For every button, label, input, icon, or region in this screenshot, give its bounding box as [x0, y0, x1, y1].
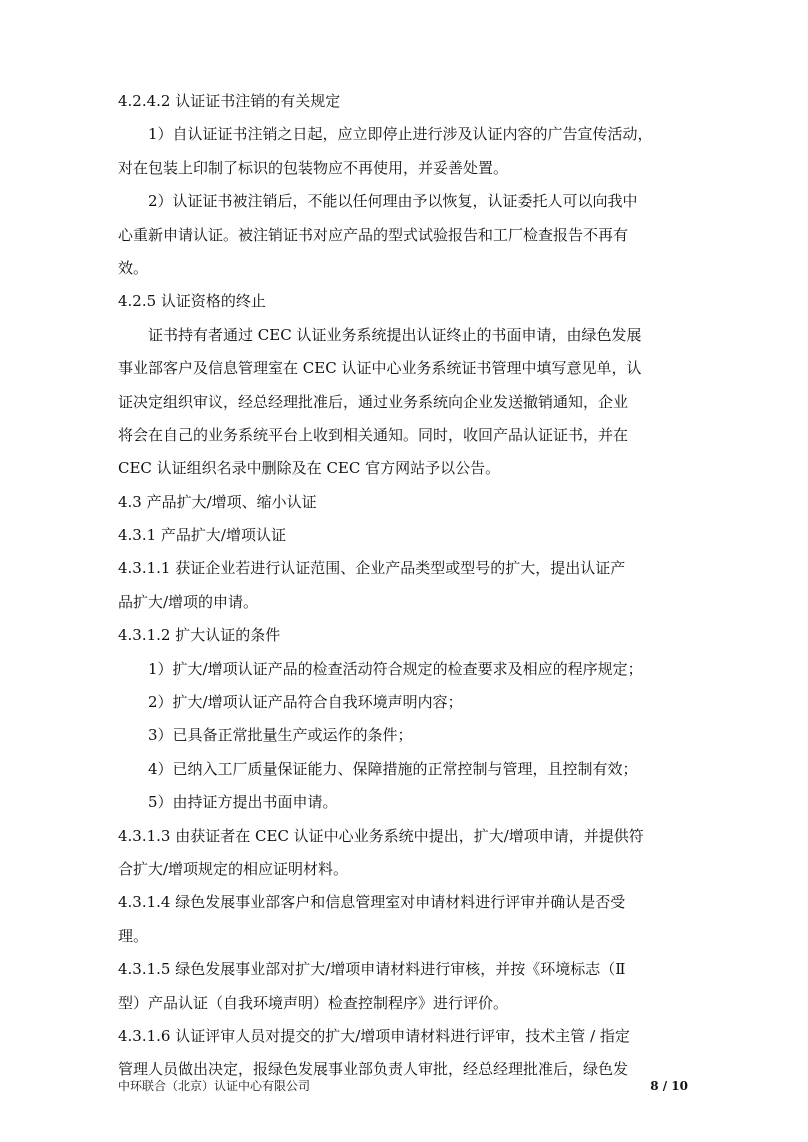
text-line: 4.2.5 认证资格的终止 — [118, 292, 266, 311]
text-line: 4.3 产品扩大/增项、缩小认证 — [118, 492, 317, 511]
text-line: CEC 认证组织名录中删除及在 CEC 官方网站予以公告。 — [118, 459, 501, 478]
text-line: 3）已具备正常批量生产或运作的条件； — [148, 726, 413, 745]
text-line: 证决定组织审议，经总经理批准后，通过业务系统向企业发送撤销通知，企业 — [118, 392, 629, 411]
text-line: 5）由持证方提出书面申请。 — [148, 793, 338, 812]
text-line: 2）扩大/增项认证产品符合自我环境声明内容； — [148, 693, 463, 712]
text-line: 1）扩大/增项认证产品的检查活动符合规定的检查要求及相应的程序规定； — [148, 659, 643, 678]
text-line: 4.3.1.3 由获证者在 CEC 认证中心业务系统中提出，扩大/增项申请，并提供符 — [118, 826, 644, 845]
text-line: 合扩大/增项规定的相应证明材料。 — [118, 859, 349, 878]
text-line: 4.2.4.2 认证证书注销的有关规定 — [118, 92, 341, 110]
text-line: 证书持有者通过 CEC 认证业务系统提出认证终止的书面申请，由绿色发展 — [148, 325, 642, 344]
text-line: 4.3.1 产品扩大/增项认证 — [118, 526, 286, 545]
document-body — [118, 90, 694, 1092]
text-line: 对在包装上印制了标识的包装物应不再使用，并妥善处置。 — [118, 158, 509, 177]
text-line: 4.3.1.5 绿色发展事业部对扩大/增项申请材料进行审核，并按《环境标志（Ⅱ — [118, 960, 626, 979]
text-line: 效。 — [118, 258, 149, 277]
text-line: 4）已纳入工厂质量保证能力、保障措施的正常控制与管理，且控制有效； — [148, 759, 638, 778]
text-line: 2）认证证书被注销后，不能以任何理由予以恢复，认证委托人可以向我中 — [148, 192, 638, 211]
text-line: 理。 — [118, 926, 149, 945]
text-line: 将会在自己的业务系统平台上收到相关通知。同时，收回产品认证证书，并在 — [118, 425, 629, 444]
text-line: 心重新申请认证。被注销证书对应产品的型式试验报告和工厂检查报告不再有 — [118, 225, 629, 244]
text-line: 事业部客户及信息管理室在 CEC 认证中心业务系统证书管理中填写意见单，认 — [118, 359, 642, 378]
text-line: 品扩大/增项的申请。 — [118, 592, 259, 611]
footer-company-name: 中环联合（北京）认证中心有限公司 — [118, 1079, 311, 1093]
text-line: 4.3.1.2 扩大认证的条件 — [118, 626, 281, 645]
text-line: 1）自认证证书注销之日起，应立即停止进行涉及认证内容的广告宣传活动， — [148, 125, 653, 144]
footer-page-number: 8 / 10 — [650, 1079, 688, 1093]
text-line: 型）产品认证（自我环境声明）检查控制程序》进行评价。 — [118, 993, 509, 1012]
text-line: 管理人员做出决定，报绿色发展事业部负责人审批，经总经理批准后，绿色发 — [118, 1060, 629, 1079]
text-line: 4.3.1.4 绿色发展事业部客户和信息管理室对申请材料进行评审并确认是否受 — [118, 893, 626, 912]
text-line: 4.3.1.6 认证评审人员对提交的扩大/增项申请材料进行评审，技术主管 / 指定 — [118, 1026, 630, 1045]
text-line: 4.3.1.1 获证企业若进行认证范围、企业产品类型或型号的扩大，提出认证产 — [118, 559, 626, 578]
page-footer — [118, 1076, 688, 1096]
